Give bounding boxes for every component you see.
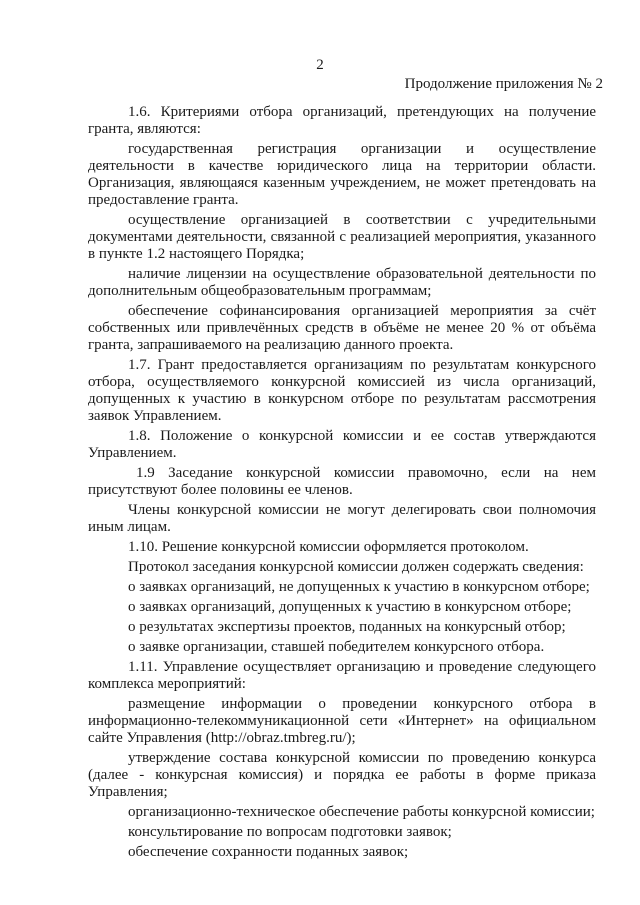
protocol-contents: Протокол заседания конкурсной комиссии должен содержать сведения: [128,559,584,575]
criterion-license: наличие лицензии на осуществление образовательной деятельности по дополнительным общеобразовательным программам; [88,266,596,299]
protocol-item: о заявках организаций, допущенных к участию в конкурсном отборе; [128,599,572,615]
criterion-registration: государственная регистрация организации и осуществление деятельности в качестве юридического лица на территории области. Организация, являющаяся казенным учреждением, не может претендовать на предоставление гранта. [88,141,596,208]
appendix-continuation-label: Продолжение приложения № 2 [404,76,603,92]
members-delegation: Члены конкурсной комиссии не могут делегировать свои полномочия иным лицам. [88,502,596,535]
criterion-cofinancing: обеспечение софинансирования организацией мероприятия за счёт собственных или привлечённых средств в объёме не менее 20 % от объёма гранта, запрашиваемого на реализацию данного проекта. [88,303,596,353]
page-number: 2 [316,57,324,73]
protocol-item: о заявке организации, ставшей победителем конкурсного отбора. [128,639,545,655]
event-technical-support: организационно-техническое обеспечение работы конкурсной комиссии; [128,804,595,820]
clause-1-7: 1.7. Грант предоставляется организациям по результатам конкурсного отбора, осуществляемого конкурсной комиссией из числа организаций, допущенных к участию в конкурсном отборе по результатам рассмотрения заявок Управлением. [88,357,596,424]
clause-1-6: 1.6. Критериями отбора организаций, претендующих на получение гранта, являются: [88,104,596,137]
event-consulting: консультирование по вопросам подготовки заявок; [128,824,452,840]
clause-1-9: 1.9 Заседание конкурсной комиссии правомочно, если на нем присутствуют более половины ее членов. [88,465,596,498]
event-info-posting: размещение информации о проведении конкурсного отбора в информационно-телекоммуникационной сети «Интернет» на официальном сайте Управления (http://obraz.tmbreg.ru/); [88,696,596,746]
clause-1-11: 1.11. Управление осуществляет организацию и проведение следующего комплекса мероприятий: [88,659,596,692]
criterion-activity: осуществление организацией в соответствии с учредительными документами деятельности, связанной с реализацией мероприятия, указанного в пункте 1.2 настоящего Порядка; [88,212,596,262]
clause-1-10: 1.10. Решение конкурсной комиссии оформляется протоколом. [128,539,529,555]
event-commission-approval: утверждение состава конкурсной комиссии по проведению конкурса (далее - конкурсная комиссия) и порядка ее работы в форме приказа Управления; [88,750,596,800]
protocol-item: о заявках организаций, не допущенных к участию в конкурсном отборе; [128,579,590,595]
clause-1-8: 1.8. Положение о конкурсной комиссии и ее состав утверждаются Управлением. [88,428,596,461]
document-body [88,104,596,864]
event-safekeeping: обеспечение сохранности поданных заявок; [128,844,409,860]
protocol-item: о результатах экспертизы проектов, поданных на конкурсный отбор; [128,619,566,635]
